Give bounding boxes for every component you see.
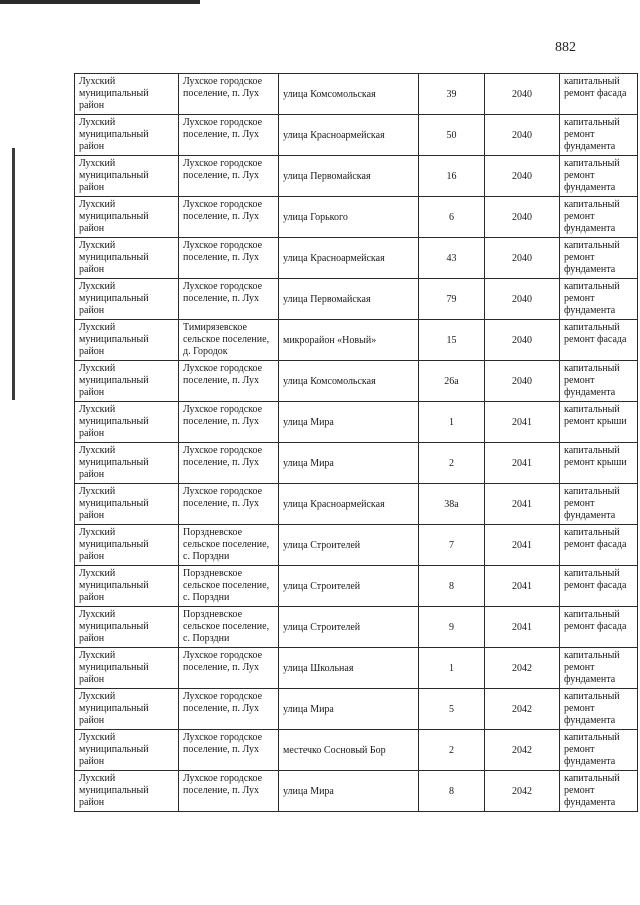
cell-house-number: 2	[419, 443, 485, 484]
cell-settlement: Лухское городское поселение, п. Лух	[179, 402, 279, 443]
cell-work-type: капитальный ремонт фундамента	[560, 197, 638, 238]
cell-work-type: капитальный ремонт фундамента	[560, 238, 638, 279]
cell-year: 2040	[485, 74, 560, 115]
cell-work-type: капитальный ремонт фасада	[560, 320, 638, 361]
cell-street: местечко Сосновый Бор	[279, 730, 419, 771]
cell-settlement: Лухское городское поселение, п. Лух	[179, 156, 279, 197]
cell-settlement: Лухское городское поселение, п. Лух	[179, 648, 279, 689]
cell-settlement: Лухское городское поселение, п. Лух	[179, 484, 279, 525]
cell-street: улица Комсомольская	[279, 74, 419, 115]
cell-street: микрорайон «Новый»	[279, 320, 419, 361]
scan-artifact-left	[12, 148, 15, 400]
table-row	[75, 648, 638, 689]
cell-street: улица Красноармейская	[279, 484, 419, 525]
cell-settlement: Лухское городское поселение, п. Лух	[179, 730, 279, 771]
cell-district: Лухский муниципальный район	[75, 689, 179, 730]
cell-work-type: капитальный ремонт фундамента	[560, 279, 638, 320]
table-row	[75, 74, 638, 115]
cell-year: 2040	[485, 320, 560, 361]
cell-settlement: Лухское городское поселение, п. Лух	[179, 197, 279, 238]
cell-work-type: капитальный ремонт крыши	[560, 402, 638, 443]
table-row	[75, 443, 638, 484]
cell-year: 2041	[485, 402, 560, 443]
table-row	[75, 279, 638, 320]
cell-year: 2040	[485, 156, 560, 197]
cell-house-number: 7	[419, 525, 485, 566]
cell-work-type: капитальный ремонт фундамента	[560, 484, 638, 525]
cell-settlement: Порздневское сельское поселение, с. Порздни	[179, 525, 279, 566]
table-row	[75, 771, 638, 812]
cell-district: Лухский муниципальный район	[75, 74, 179, 115]
cell-house-number: 1	[419, 402, 485, 443]
cell-settlement: Лухское городское поселение, п. Лух	[179, 361, 279, 402]
table-row	[75, 115, 638, 156]
cell-settlement: Лухское городское поселение, п. Лух	[179, 443, 279, 484]
cell-house-number: 5	[419, 689, 485, 730]
table-row	[75, 402, 638, 443]
cell-work-type: капитальный ремонт фасада	[560, 525, 638, 566]
cell-settlement: Лухское городское поселение, п. Лух	[179, 115, 279, 156]
cell-district: Лухский муниципальный район	[75, 730, 179, 771]
cell-year: 2040	[485, 279, 560, 320]
cell-work-type: капитальный ремонт фундамента	[560, 689, 638, 730]
cell-street: улица Строителей	[279, 525, 419, 566]
cell-settlement: Тимирязевское сельское поселение, д. Городок	[179, 320, 279, 361]
cell-street: улица Мира	[279, 402, 419, 443]
cell-year: 2041	[485, 566, 560, 607]
cell-district: Лухский муниципальный район	[75, 525, 179, 566]
cell-year: 2042	[485, 771, 560, 812]
cell-settlement: Порздневское сельское поселение, с. Порздни	[179, 607, 279, 648]
cell-settlement: Лухское городское поселение, п. Лух	[179, 689, 279, 730]
cell-house-number: 2	[419, 730, 485, 771]
cell-year: 2041	[485, 484, 560, 525]
cell-street: улица Строителей	[279, 566, 419, 607]
cell-house-number: 16	[419, 156, 485, 197]
cell-district: Лухский муниципальный район	[75, 566, 179, 607]
cell-street: улица Мира	[279, 443, 419, 484]
table-body	[75, 74, 638, 812]
cell-settlement: Лухское городское поселение, п. Лух	[179, 279, 279, 320]
cell-district: Лухский муниципальный район	[75, 771, 179, 812]
cell-district: Лухский муниципальный район	[75, 648, 179, 689]
cell-year: 2042	[485, 730, 560, 771]
cell-work-type: капитальный ремонт фундамента	[560, 361, 638, 402]
cell-house-number: 79	[419, 279, 485, 320]
cell-district: Лухский муниципальный район	[75, 156, 179, 197]
cell-street: улица Комсомольская	[279, 361, 419, 402]
cell-district: Лухский муниципальный район	[75, 443, 179, 484]
cell-work-type: капитальный ремонт фундамента	[560, 771, 638, 812]
cell-settlement: Лухское городское поселение, п. Лух	[179, 74, 279, 115]
cell-district: Лухский муниципальный район	[75, 115, 179, 156]
table-row	[75, 361, 638, 402]
cell-house-number: 50	[419, 115, 485, 156]
cell-settlement: Лухское городское поселение, п. Лух	[179, 771, 279, 812]
cell-work-type: капитальный ремонт фундамента	[560, 648, 638, 689]
cell-house-number: 38а	[419, 484, 485, 525]
cell-district: Лухский муниципальный район	[75, 279, 179, 320]
cell-year: 2040	[485, 238, 560, 279]
cell-house-number: 43	[419, 238, 485, 279]
cell-work-type: капитальный ремонт фундамента	[560, 156, 638, 197]
cell-street: улица Мира	[279, 689, 419, 730]
cell-house-number: 6	[419, 197, 485, 238]
table-row	[75, 320, 638, 361]
cell-year: 2041	[485, 525, 560, 566]
cell-house-number: 9	[419, 607, 485, 648]
cell-house-number: 26а	[419, 361, 485, 402]
cell-district: Лухский муниципальный район	[75, 320, 179, 361]
cell-district: Лухский муниципальный район	[75, 607, 179, 648]
cell-settlement: Лухское городское поселение, п. Лух	[179, 238, 279, 279]
cell-work-type: капитальный ремонт фундамента	[560, 730, 638, 771]
cell-district: Лухский муниципальный район	[75, 238, 179, 279]
cell-year: 2040	[485, 197, 560, 238]
cell-street: улица Первомайская	[279, 156, 419, 197]
cell-year: 2040	[485, 115, 560, 156]
cell-street: улица Горького	[279, 197, 419, 238]
cell-district: Лухский муниципальный район	[75, 197, 179, 238]
cell-street: улица Мира	[279, 771, 419, 812]
cell-work-type: капитальный ремонт фасада	[560, 607, 638, 648]
cell-year: 2042	[485, 648, 560, 689]
table-row	[75, 730, 638, 771]
cell-work-type: капитальный ремонт фундамента	[560, 115, 638, 156]
cell-year: 2041	[485, 443, 560, 484]
cell-house-number: 8	[419, 566, 485, 607]
cell-district: Лухский муниципальный район	[75, 484, 179, 525]
cell-street: улица Красноармейская	[279, 115, 419, 156]
table-row	[75, 525, 638, 566]
cell-work-type: капитальный ремонт фасада	[560, 74, 638, 115]
repair-schedule-table	[74, 73, 638, 812]
cell-year: 2042	[485, 689, 560, 730]
table-row	[75, 197, 638, 238]
scan-artifact-top	[0, 0, 200, 4]
cell-street: улица Строителей	[279, 607, 419, 648]
cell-work-type: капитальный ремонт крыши	[560, 443, 638, 484]
cell-house-number: 1	[419, 648, 485, 689]
cell-street: улица Красноармейская	[279, 238, 419, 279]
cell-house-number: 39	[419, 74, 485, 115]
cell-work-type: капитальный ремонт фасада	[560, 566, 638, 607]
table-row	[75, 566, 638, 607]
cell-house-number: 8	[419, 771, 485, 812]
cell-district: Лухский муниципальный район	[75, 361, 179, 402]
table-row	[75, 238, 638, 279]
table-row	[75, 689, 638, 730]
cell-street: улица Школьная	[279, 648, 419, 689]
page-number: 882	[555, 40, 576, 55]
cell-settlement: Порздневское сельское поселение, с. Порздни	[179, 566, 279, 607]
table-row	[75, 484, 638, 525]
cell-street: улица Первомайская	[279, 279, 419, 320]
cell-house-number: 15	[419, 320, 485, 361]
cell-year: 2040	[485, 361, 560, 402]
table-row	[75, 156, 638, 197]
cell-district: Лухский муниципальный район	[75, 402, 179, 443]
table-row	[75, 607, 638, 648]
cell-year: 2041	[485, 607, 560, 648]
